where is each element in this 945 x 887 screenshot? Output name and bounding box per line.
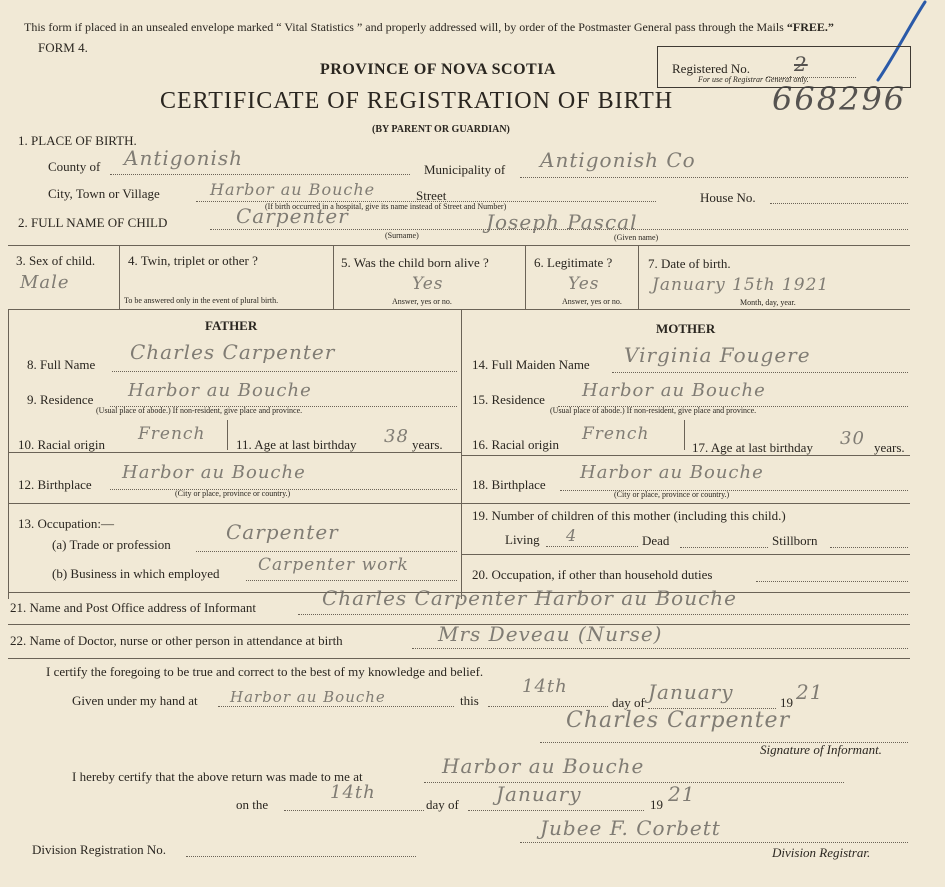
mother-name-value: Virginia Fougere — [624, 343, 811, 367]
city-label: City, Town or Village — [48, 186, 160, 201]
free-label: “FREE.” — [786, 20, 834, 34]
sex-label: 3. Sex of child. — [16, 253, 96, 268]
alive-note: Answer, yes or no. — [392, 297, 452, 306]
on-the-label: on the — [236, 797, 269, 812]
alive-label: 5. Was the child born alive ? — [341, 255, 489, 270]
mother-racial-label: 16. Racial origin — [472, 437, 560, 452]
twin-note: To be answered only in the event of plural birth. — [124, 296, 279, 305]
father-residence-value: Harbor au Bouche — [128, 380, 312, 401]
given-under-label: Given under my hand at — [72, 693, 198, 708]
registered-value: 2 — [794, 52, 808, 76]
sex-value: Male — [20, 272, 70, 293]
form-number: FORM 4. — [38, 40, 88, 55]
father-heading: FATHER — [205, 318, 258, 333]
registered-label: Registered No. — [672, 61, 750, 76]
doctor-value: Mrs Deveau (Nurse) — [438, 622, 663, 646]
father-birthplace-label: 12. Birthplace — [18, 477, 92, 492]
father-business-value: Carpenter work — [258, 555, 409, 575]
father-age-label: 11. Age at last birthday — [236, 437, 357, 452]
given-caption: (Given name) — [614, 233, 659, 242]
given-place-value: Harbor au Bouche — [230, 688, 386, 706]
living-label: Living — [505, 532, 540, 547]
registrar-caption: Division Registrar. — [772, 845, 871, 860]
mother-residence-label: 15. Residence — [472, 392, 545, 407]
mother-birthplace-note: (City or place, province or country.) — [614, 490, 730, 499]
mother-residence-value: Harbor au Bouche — [582, 380, 766, 401]
certify-statement: I certify the foregoing to be true and correct to the best of my knowledge and belief. — [46, 664, 484, 679]
division-registration-label: Division Registration No. — [32, 842, 166, 857]
father-trade-label: (a) Trade or profession — [52, 537, 171, 552]
certify-year-prefix: 19 — [780, 695, 793, 710]
this-label: this — [460, 693, 479, 708]
father-birthplace-note: (City or place, province or country.) — [175, 489, 291, 498]
certify-day-value: 14th — [522, 676, 568, 697]
mother-racial-value: French — [582, 424, 650, 444]
alive-value: Yes — [412, 274, 444, 294]
father-residence-note: (Usual place of abode.) If non-resident, give place and province. — [96, 406, 303, 415]
legit-note: Answer, yes or no. — [562, 297, 622, 306]
registrar-place-value: Harbor au Bouche — [442, 754, 645, 778]
municipality-value: Antigonish Co — [540, 148, 696, 172]
mother-children-label: 19. Number of children of this mother (including this child.) — [472, 508, 786, 523]
mother-occupation-label: 20. Occupation, if other than household duties — [472, 567, 713, 582]
birth-date-note: Month, day, year. — [740, 298, 796, 307]
informant-value: Charles Carpenter Harbor au Bouche — [322, 586, 738, 610]
father-trade-value: Carpenter — [226, 520, 339, 544]
mother-residence-note: (Usual place of abode.) If non-resident, give place and province. — [550, 406, 757, 415]
postal-notice-text: This form if placed in an unsealed envelope marked “ Vital Statistics ” and properly addressed will, by order of the Postmaster General pass through the Mails — [24, 20, 784, 34]
county-label: County of — [48, 159, 101, 174]
certificate-title: CERTIFICATE OF REGISTRATION OF BIRTH — [160, 88, 674, 114]
registrar-day-of-label: day of — [426, 797, 459, 812]
father-business-label: (b) Business in which employed — [52, 566, 220, 581]
informant-signature: Charles Carpenter — [566, 708, 791, 733]
legit-value: Yes — [568, 274, 600, 294]
registrar-signature: Jubee F. Corbett — [540, 816, 721, 840]
surname-caption: (Surname) — [385, 231, 419, 240]
mother-name-label: 14. Full Maiden Name — [472, 357, 590, 372]
mother-heading: MOTHER — [656, 321, 716, 336]
informant-signature-caption: Signature of Informant. — [760, 742, 882, 757]
street-label: Street — [416, 188, 447, 203]
municipality-label: Municipality of — [424, 162, 506, 177]
registrar-month-value: January — [496, 782, 582, 806]
father-racial-value: French — [138, 424, 206, 444]
mother-age-label: 17. Age at last birthday — [692, 440, 813, 455]
dead-label: Dead — [642, 533, 670, 548]
day-of-label: day of — [612, 695, 645, 710]
registrar-year-prefix: 19 — [650, 797, 663, 812]
father-name-label: 8. Full Name — [27, 357, 96, 372]
child-given-name: Joseph Pascal — [486, 210, 638, 234]
place-heading: 1. PLACE OF BIRTH. — [18, 133, 137, 148]
legit-label: 6. Legitimate ? — [534, 255, 613, 270]
father-birthplace-value: Harbor au Bouche — [122, 462, 306, 483]
birth-date-value: January 15th 1921 — [652, 275, 830, 295]
registrar-day-value: 14th — [330, 782, 376, 803]
child-surname: Carpenter — [236, 204, 349, 228]
certify-month-value: January — [648, 680, 734, 704]
registered-note: For use of Registrar General only. — [698, 75, 809, 84]
mother-birthplace-label: 18. Birthplace — [472, 477, 546, 492]
father-occupation-label: 13. Occupation:— — [18, 516, 115, 531]
mother-birthplace-value: Harbor au Bouche — [580, 462, 764, 483]
mother-age-unit: years. — [874, 440, 905, 455]
certificate-subtitle: (BY PARENT OR GUARDIAN) — [372, 124, 510, 135]
father-racial-label: 10. Racial origin — [18, 437, 106, 452]
registrar-statement: I hereby certify that the above return was made to me at — [72, 769, 363, 784]
father-residence-label: 9. Residence — [27, 392, 94, 407]
city-value: Harbor au Bouche — [210, 180, 376, 199]
house-label: House No. — [700, 190, 756, 205]
stillborn-label: Stillborn — [772, 533, 818, 548]
mother-age-value: 30 — [840, 428, 865, 449]
child-name-label: 2. FULL NAME OF CHILD — [18, 215, 168, 230]
living-value: 4 — [566, 526, 578, 545]
street-note: (If birth occurred in a hospital, give its name instead of Street and Number) — [265, 202, 507, 211]
father-age-value: 38 — [384, 426, 409, 447]
birth-date-label: 7. Date of birth. — [648, 256, 731, 271]
registrar-year-value: 21 — [668, 782, 696, 806]
informant-label: 21. Name and Post Office address of Informant — [10, 600, 256, 615]
province-heading: PROVINCE OF NOVA SCOTIA — [320, 61, 556, 78]
twin-label: 4. Twin, triplet or other ? — [128, 253, 258, 268]
county-value: Antigonish — [124, 146, 244, 170]
doctor-label: 22. Name of Doctor, nurse or other person in attendance at birth — [10, 633, 343, 648]
postal-notice — [24, 20, 834, 35]
certify-year-value: 21 — [796, 680, 824, 704]
father-age-unit: years. — [412, 437, 443, 452]
father-name-value: Charles Carpenter — [130, 340, 336, 364]
certificate-number: 668296 — [772, 80, 907, 118]
